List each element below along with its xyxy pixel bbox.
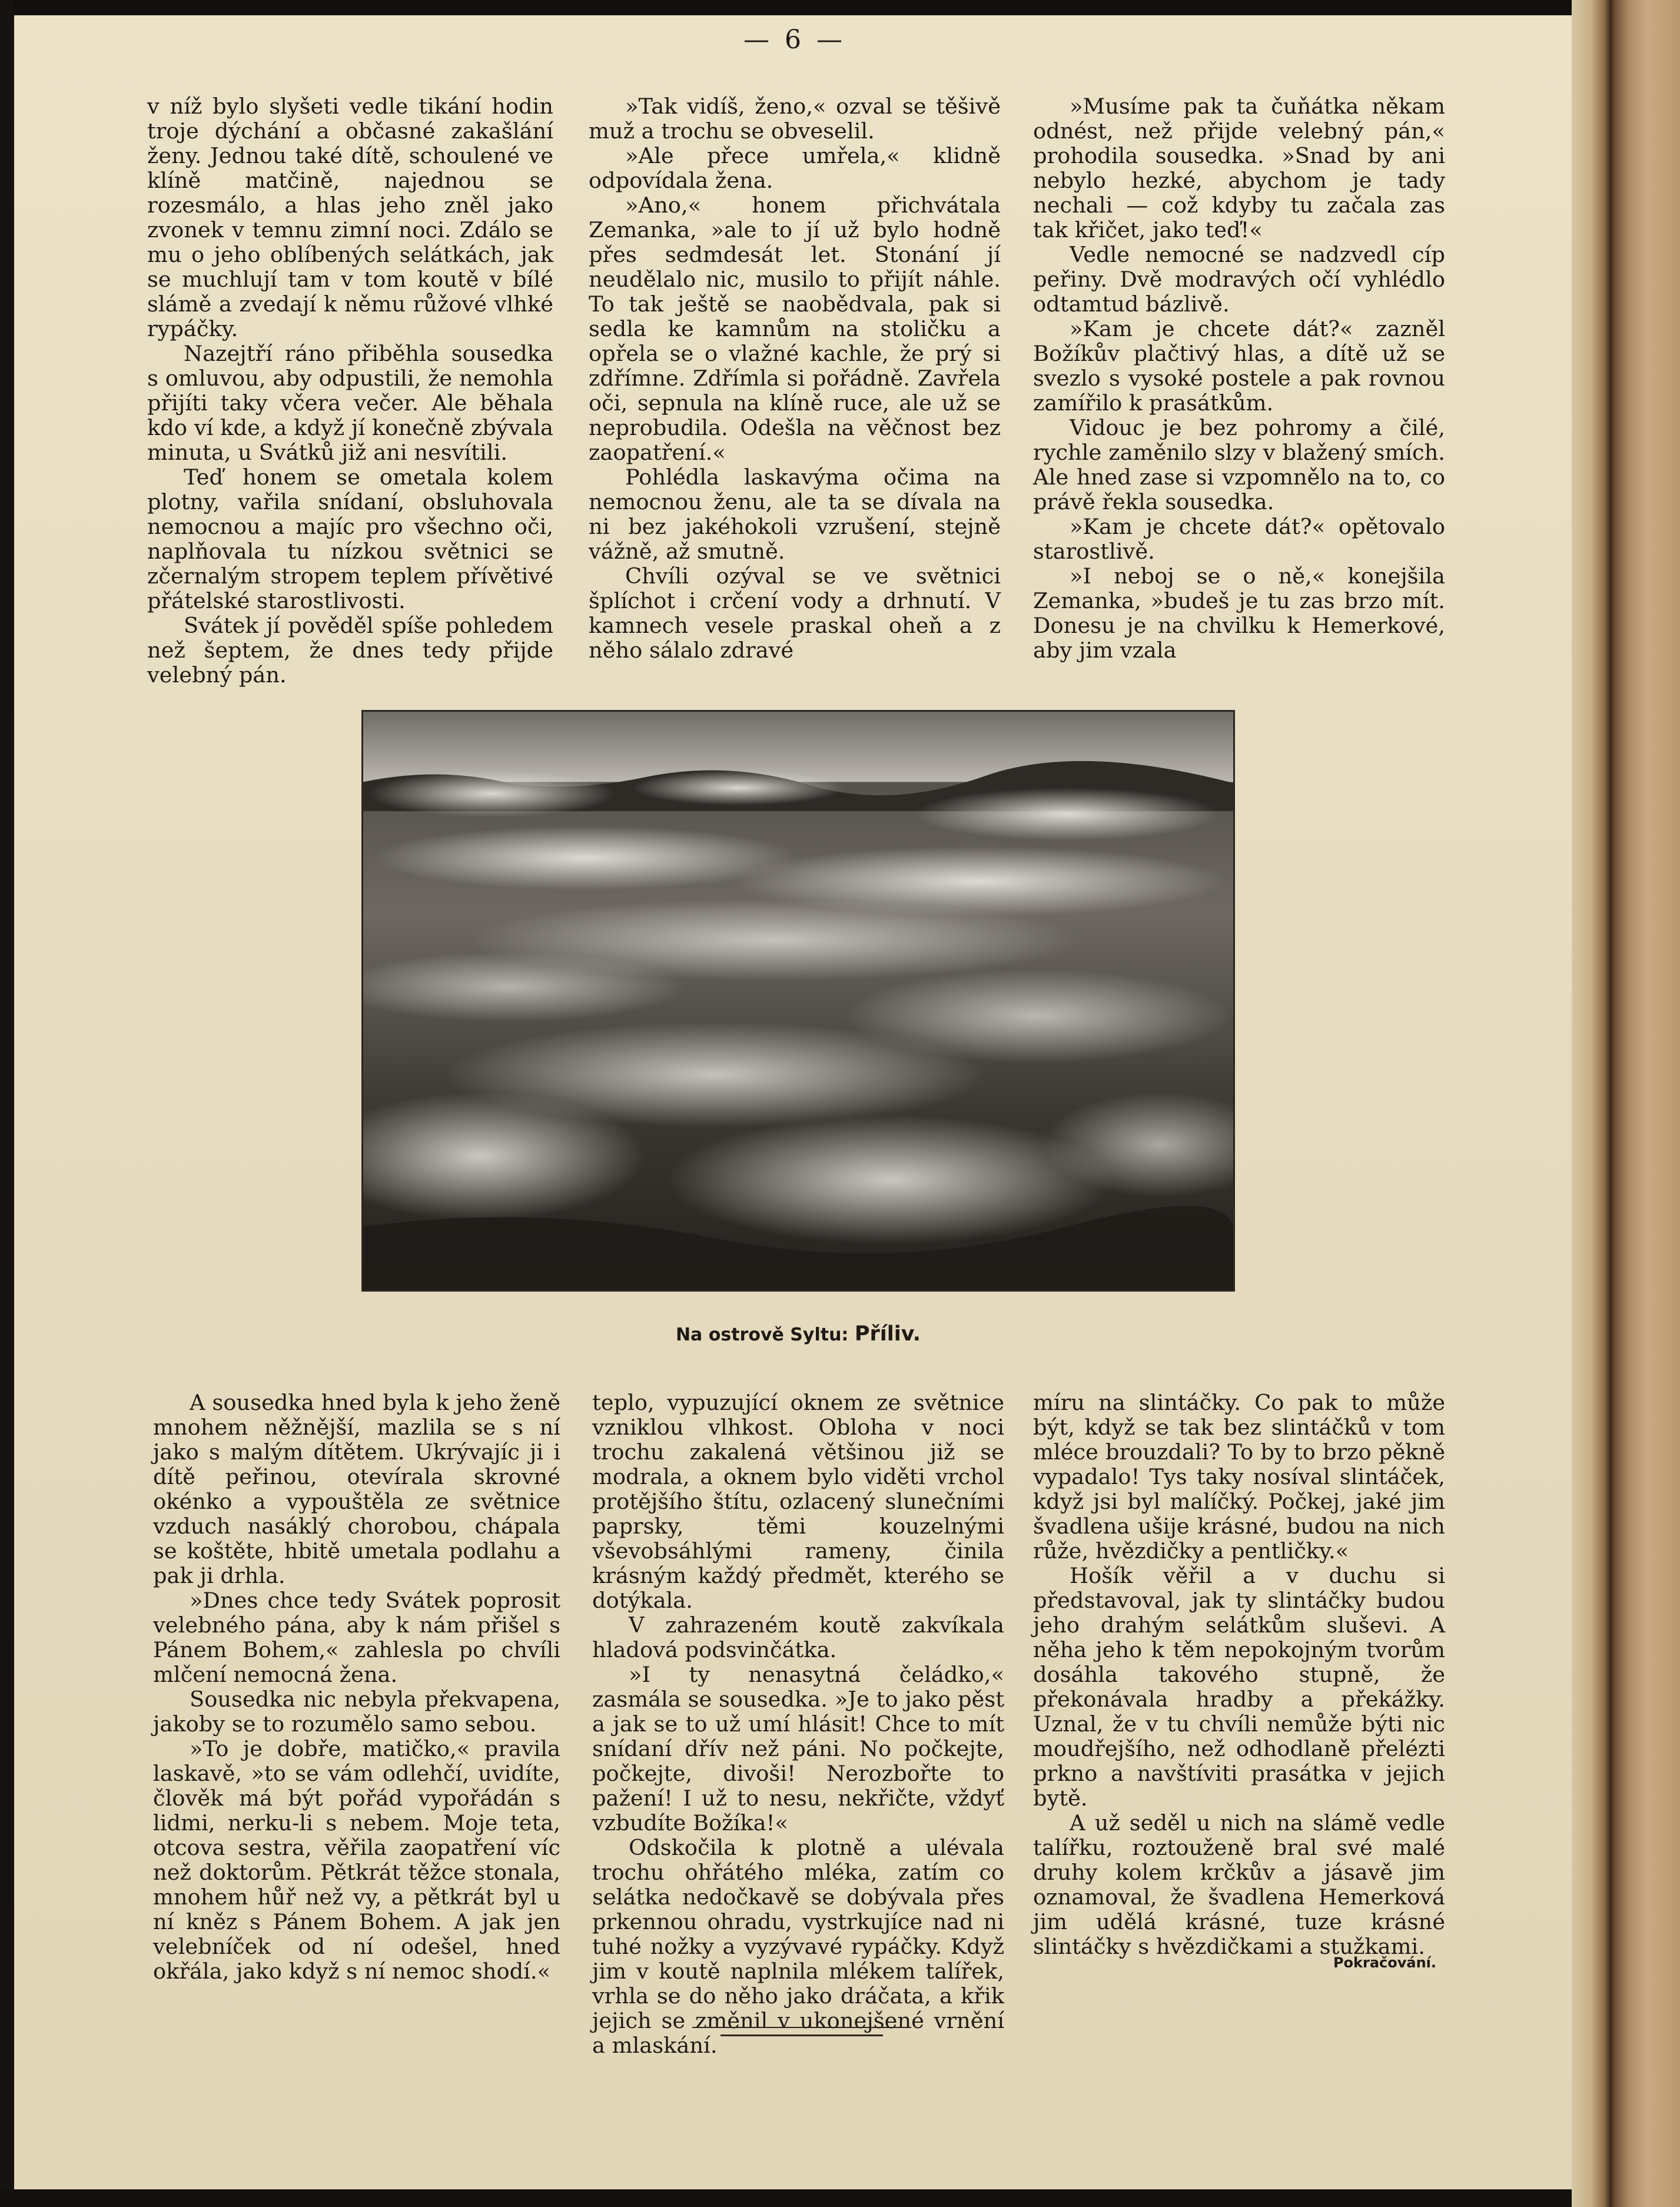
page-number: — 6 —	[743, 25, 846, 55]
caption-title: Příliv.	[854, 1322, 921, 1346]
sea-waves-photo	[361, 710, 1235, 1292]
paragraph: A už seděl u nich na slámě vedle talířku, roztouženě bral své malé druhy kolem krčkův a jásavě jim oznamoval, že švadlena Hemerková jim udělá krásné, tuze krásné slintáčky s hvězdičkami a stužkami.	[1033, 1810, 1445, 1959]
paragraph: teplo, vypuzující oknem ze světnice vzniklou vlhkost. Obloha v noci trochu zakalená většinou již se modrala, a oknem bylo viděti vrchol protějšího štítu, ozlacený slunečními paprsky, těmi kouzelnými vševobsáhlými rameny, činila krásným každý předmět, kterého se dotýkala.	[592, 1390, 1004, 1613]
paragraph: »To je dobře, matičko,« pravila laskavě, »to se vám odlehčí, uvidíte, člověk má být pořád vypořádán s lidmi, nerku-li s nebem. Moje teta, otcova sestra, věřila zaopatření víc než doktorům. Pětkrát těžce stonala, mnohem hůř než vy, a pětkrát byl u ní kněz s Pánem Bohem. A jak jen velebníček od ní odešel, hned okřála, jako když s ní nemoc shodí.«	[153, 1736, 560, 1984]
paragraph: Pohlédla laskavýma očima na nemocnou ženu, ale ta se dívala na ni bez jakéhokoli vzrušení, stejně vážně, až smutně.	[589, 464, 1001, 564]
paragraph: »Kam je chcete dát?« zazněl Božíkův plačtivý hlas, a dítě už se svezlo s vysoké postele a pak rovnou zamířilo k prasátkům.	[1033, 316, 1445, 416]
paragraph: Odskočila k plotně a ulévala trochu ohřátého mléka, zatím co selátka nedočkavě se dobývala přes prkennou ohradu, vystrkujíce nad ni tuhé nožky a vyzývavé rypáčky. Když jim v koutě naplnila mlékem talířek, vrhla se do něho jako dráčata, a křik jejich se změnil v ukonejšené vrnění a mlaskání.	[592, 1835, 1004, 2058]
wave-crest	[369, 770, 615, 817]
paragraph: A sousedka hned byla k jeho ženě mnohem něžnější, mazlila se s ní jako s malým dítětem. Ukrývajíc ji i dítě peřinou, otevírala skrovné okénko a vypouštěla ze světnice vzduch nasáklý chorobou, chápala se koštěte, hbitě umetala podlahu a pak ji drhla.	[153, 1390, 560, 1588]
wave-crest	[914, 788, 1219, 840]
paragraph: »Musíme pak ta čuňátka někam odnést, než přijde velebný pán,« prohodila sousedka. »Snad by ani nebylo hezké, abychom je tady nechali — což kdyby tu začala zas tak křičet, jako teď!«	[1033, 94, 1445, 243]
paragraph: Vedle nemocné se nadzvedl cíp peřiny. Dvě modravých očí vyhlédlo odtamtud bázlivě.	[1033, 242, 1445, 317]
paragraph: »Ano,« honem přichvátala Zemanka, »ale to jí už bylo hodně přes sedmdesát let. Stonání jí neudělalo nic, musilo to přijít náhle. To tak ještě se naobědvala, pak si sedla ke kamnům na stoličku a opřela se o vlažné kachle, že prý si zdřímne. Zdřímla si pořádně. Zavřela oči, sepnula na klíně ruce, ale už se neprobudila. Odešla na věčnost bez zaopatření.«	[589, 193, 1001, 465]
wave-crest	[633, 770, 844, 805]
sea-waves-illustration	[363, 712, 1233, 1290]
text-column-top-1	[147, 94, 553, 688]
paragraph: »I ty nenasytná čeládko,« zasmála se sousedka. »Je to jako pěst a jak se to už umí hlásit! Chce to mít snídaní dřív než páni. No počkejte, počkejte, divoši! Nerozbořte to pažení! I už to nesu, nekřičte, vždyť vzbudíte Božíka!«	[592, 1662, 1004, 1836]
scan-top-edge	[0, 0, 1680, 15]
scan-bottom-edge	[0, 2189, 1680, 2207]
paragraph: Vidouc je bez pohromy a čilé, rychle zaměnilo slzy v blažený smích. Ale hned zase si vzpomnělo na to, co právě řekla sousedka.	[1033, 415, 1445, 515]
paragraph: »Ale přece umřela,« klidně odpovídala žena.	[589, 143, 1001, 193]
continued-note: Pokračování.	[1333, 1954, 1436, 1971]
caption-prefix: Na ostrově Syltu:	[675, 1325, 849, 1345]
paragraph: v níž bylo slyšeti vedle tikání hodin troje dýchání a občasné zakašlání ženy. Jednou také dítě, schoulené ve klíně matčině, najednou se rozesmálo, a hlas jeho zněl jako zvonek v temnu zimní noci. Zdálo se mu o jeho oblíbených selátkách, jak se muchlují tam v tom koutě v bílé slámě a zvedají k němu růžové vlhké rypáčky.	[147, 94, 553, 341]
text-column-top-3	[1033, 94, 1445, 663]
text-column-bottom-3	[1033, 1390, 1445, 1959]
scan-left-edge	[0, 0, 14, 2207]
photo-caption	[361, 1322, 1235, 1346]
paragraph: Nazejtří ráno přiběhla sousedka s omluvou, aby odpustili, že nemohla přijíti taky včera večer. Ale běhala kdo ví kde, a když jí konečně zbývala minuta, u Svátků již ani nesvítili.	[147, 341, 553, 465]
paragraph: »Kam je chcete dát?« opětovalo starostlivě.	[1033, 514, 1445, 564]
paragraph: »I neboj se o ně,« konejšila Zemanka, »budeš je tu zas brzo mít. Donesu je na chvilku k Hemerkové, aby jim vzala	[1033, 563, 1445, 663]
paragraph: míru na slintáčky. Co pak to může být, když se tak bez slintáčků v tom mléce brouzdali? To by to brzo pěkně vypadalo! Tys taky nosíval slintáček, když jsi byl malíčký. Počkej, jaké jim švadlena ušije krásné, budou na nich růže, hvězdičky a pentličky.«	[1033, 1390, 1445, 1564]
paragraph: Chvíli ozýval se ve světnici šplíchot i crčení vody a drhnutí. V kamnech vesele praskal oheň a z něho sálalo zdravé	[589, 563, 1001, 663]
paragraph: »Tak vidíš, ženo,« ozval se těšivě muž a trochu se obveselil.	[589, 94, 1001, 144]
paragraph: Teď honem se ometala kolem plotny, vařila snídaní, obsluhovala nemocnou a majíc pro všechno oči, naplňovala tu nízkou světnici se zčernalým stropem teplem přívětivé přátelské starostlivosti.	[147, 464, 553, 613]
paragraph: Hošík věřil a v duchu si představoval, jak ty slintáčky budou jeho drahým selátkům sluševi. A něha jeho k těm nepokojným tvorům dosáhla takového stupně, že překonávala hradby a překážky. Uznal, že v tu chvíli nemůže býti nic moudřejšího, než odhodlaně přelézti prkno a navštíviti prasátka v jejich bytě.	[1033, 1563, 1445, 1811]
text-column-top-2	[589, 94, 1001, 663]
text-column-bottom-1	[153, 1390, 560, 1984]
paragraph: Svátek jí pověděl spíše pohledem než šeptem, že dnes tedy přijde velebný pán.	[147, 613, 553, 688]
text-column-bottom-2	[592, 1390, 1004, 2058]
paragraph: »Dnes chce tedy Svátek poprosit velebného pána, aby k nám přišel s Pánem Bohem,« zahlesla po chvíli mlčení nemocná žena.	[153, 1588, 560, 1687]
book-spine	[1572, 0, 1680, 2207]
end-rule	[692, 2027, 911, 2028]
end-rule	[721, 2035, 883, 2036]
paragraph: Sousedka nic nebyla překvapena, jakoby se to rozumělo samo sebou.	[153, 1687, 560, 1737]
paragraph: V zahrazeném koutě zakvíkala hladová podsvinčátka.	[592, 1612, 1004, 1662]
